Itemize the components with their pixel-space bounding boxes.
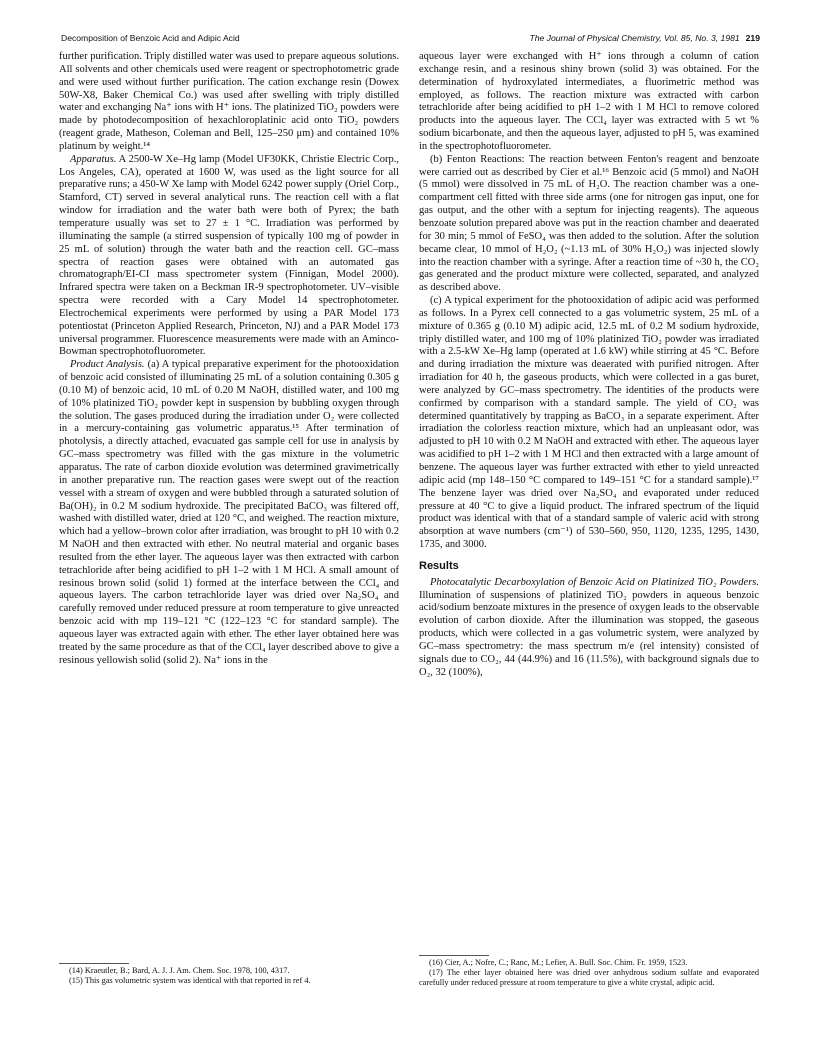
paragraph-results [419, 577, 759, 680]
paragraph-apparatus [59, 154, 399, 360]
apparatus-text: A 2500-W Xe–Hg lamp (Model UF30KK, Christie Electric Corp., Los Angeles, CA), operated at 1600 W, was used as the light source for all preparative runs; a 450-W Xe lamp with Model 6242 power supply (Oriel Corp., Stamford, CT) served in several analytical runs. The reaction cell with a flat window for irradiation and the water bath were both of Pyrex; the bath temperature usually was set to 27 ± 1 °C. Irradiation was performed by illuminating the sample (a stirred suspension of typically 100 mg of powder in 25 mL of solution) through the water bath and the reaction cell. GC–mass spectra of reaction gases were obtained with an automated gas chromatograph/EI-CI mass spectrometer system (Finnigan, Model 2000). Infrared spectra were taken on a Beckman IR-9 spectrophotometer. UV–visible spectra were recorded with a Cary Model 14 spectrophotometer. Electrochemical experiments were performed by using a PAR Model 173 potentiostat (Princeton Applied Research, Princeton, NJ) and a PAR Model 173 universal programmer. Fluorescence measurements were made with an Aminco-Bowman spectrophotofluorometer. [59, 153, 399, 358]
results-lead: Photocatalytic Decarboxylation of Benzoic Acid on Platinized TiO₂ Powders. [430, 576, 759, 588]
footnote-15: (15) This gas volumetric system was identical with that reported in ref 4. [69, 976, 311, 985]
product-analysis-lead: Product Analysis. [70, 359, 145, 371]
results-heading: Results [419, 559, 459, 572]
footnotes-left [59, 966, 399, 986]
header-journal-name: The Journal of Physical Chemistry, Vol. 85, No. 3, 1981 [529, 33, 740, 43]
footnote-rule-right [419, 955, 489, 956]
footnote-16: (16) Cier, A.; Nofre, C.; Ranc, M.; Lefier, A. Bull. Soc. Chim. Fr. 1959, 1523. [429, 958, 688, 967]
footnotes-right [419, 958, 759, 988]
header-left-title: Decomposition of Benzoic Acid and Adipic Acid [61, 33, 240, 43]
paragraph-ion-exchange: aqueous layer were exchanged with H⁺ ions through a column of cation exchange resin, and a resinous shiny brown (solid 3) was obtained. For the determination of hydroxylated intermediates, a fluorimetric method was employed, as follows. The reaction mixture was extracted with carbon tetrachloride after being acidified to pH 1–2 with 1 M HCl to remove colored products into the aqueous layer. The CCl₄ layer was extracted with 5 wt % sodium bicarbonate, and then the aqueous layer, adjusted to pH 5, was examined in the spectrophotofluorometer. [419, 51, 759, 152]
footnote-17: (17) The ether layer obtained here was dried over anhydrous sodium sulfate and evaporated carefully under reduced pressure at room temperature to give a white crystal, adipic acid. [419, 968, 759, 987]
paragraph-materials: further purification. Triply distilled water was used to prepare aqueous solutions. All solvents and other chemicals used were reagent or spectrophotometric grade and were used without further purification. The cation exchange resin (Dowex 50W-X8, Baker Chemical Co.) was used after swelling with triply distilled water and exchanging Na⁺ ions with H⁺ ions. The platinized TiO₂ powders were made by photodecomposition of hexachloroplatinic acid onto TiO₂ powders (reagent grade, Matheson, Coleman and Bell, 125–250 μm) and contained 10% platinum by weight.¹⁴ [59, 51, 399, 152]
paragraph-adipic-acid: (c) A typical experiment for the photooxidation of adipic acid was performed as follows. In a Pyrex cell connected to a gas volumetric system, 25 mL of a mixture of 0.365 g (0.10 M) adipic acid, 12.5 mL of 0.2 M sodium hydroxide, triply distilled water, and 100 mg of 10% platinized TiO₂ powder was irradiated with a 2.5-kW Xe–Hg lamp (operated at 1.6 kW) while stirring at 45 °C. Before and during irradiation the mixture was deaerated with purified nitrogen. After irradiation for 40 h, the gaseous products, which were collected in a gas buret, were analyzed by GC–mass spectrometry. The identities of the products were confirmed by comparison with a standard sample. The yield of CO₂ was determined quantitatively by trapping as BaCO₃ in a separate experiment. After irradiation the colorless reaction mixture, which had an unpleasant odor, was adjusted to pH 10 with 0.2 M NaOH and extracted with ether. The aqueous layer was acidified to pH 1–2 with 1 M HCl and then extracted with a large amount of benzene. The aqueous layer was further extracted with ether to yield unreacted adipic acid (mp 148–150 °C compared to 149–151 °C for a standard sample).¹⁷ The benzene layer was dried over Na₂SO₄ and evaporated under reduced pressure at 40 °C to give a liquid product. The infrared spectrum of the liquid product was identical with that of a standard sample of valeric acid with strong absorption at wave numbers (cm⁻¹) of 530–560, 950, 1120, 1235, 1295, 1430, 1735, and 3000. [419, 295, 759, 551]
left-column [59, 51, 399, 668]
running-header [61, 33, 760, 47]
apparatus-lead: Apparatus. [70, 153, 117, 165]
right-column [419, 51, 759, 680]
header-journal [529, 33, 760, 43]
footnote-rule-left [59, 963, 129, 964]
paragraph-product-analysis [59, 359, 399, 667]
footnote-14: (14) Kraeutler, B.; Bard, A. J. J. Am. Chem. Soc. 1978, 100, 4317. [69, 966, 290, 975]
results-text: Illumination of suspensions of platinized TiO₂ powders in aqueous benzoic acid/sodium benzoate mixtures in the presence of oxygen leads to the observable evolution of carbon dioxide. After the illumination was stopped, the gaseous products, which were collected in a gas volumetric system, were analyzed by GC–mass spectrometry: the mass spectrum m/e (rel intensity) consisted of signals due to CO₂, 44 (44.9%) and 16 (11.5%), with background signals due to O₂, 32 (100%), [419, 589, 759, 678]
page-number: 219 [745, 33, 760, 43]
paragraph-fenton: (b) Fenton Reactions: The reaction between Fenton's reagent and benzoate were carried out as described by Cier et al.¹⁶ Benzoic acid (5 mmol) and NaOH (5 mmol) were dissolved in 75 mL of H₂O. The reaction chamber was a one-compartment cell fitted with three side arms (one for nitrogen gas input, one for gas output, and the other with a septum for injecting reagents). The aqueous benzoate solution prepared above was put in the reaction chamber and deaerated for 30 min; 5 mmol of FeSO₄ was then added to the solution. After the solution became clear, 10 mmol of H₂O₂ (~1.13 mL of 30% H₂O₂) was injected slowly into the reaction chamber with a syringe. After a reaction time of ~30 h, the CO₂ gas generated and the product mixture were collected, separated, and analyzed as described above. [419, 153, 759, 294]
product-analysis-text: (a) A typical preparative experiment for the photooxidation of benzoic acid consisted of illuminating 25 mL of a solution containing 0.305 g (0.10 M) of benzoic acid, 10 mL of 0.20 M NaOH, distilled water, and 100 mg of 10% platinized TiO₂ powder kept in suspension by bubbling oxygen through the solution. The gases produced during the irradiation under O₂ were collected in a mercury-containing gas volumetric apparatus.¹⁵ After termination of photolysis, a directly attached, evacuated gas sample cell for use in analysis by GC–mass spectrometry was filled with the gas mixture in the volumetric apparatus. The rate of carbon dioxide evolution was determined gravimetrically in another preparative run. The reaction gases were swept out of the reaction vessel with a stream of oxygen and were bubbled through a saturated solution of Ba(OH)₂ in 0.2 M sodium hydroxide. The precipitated BaCO₃ was filtered off, washed with distilled water, dried at 120 °C, and weighed. The reaction mixture, which had a yellow–brown color after irradiation, was brought to pH 10 with 0.2 M NaOH and then extracted with ether. No neutral material and organic bases resulted from the ether layer. The aqueous layer was then extracted with carbon tetrachloride after being acidified to pH 1–2 with 1 M HCl. A small amount of resinous brown solid (solid 1) formed at the interface between the CCl₄ and aqueous layers. The carbon tetrachloride layer was dried over Na₂SO₄ and carefully removed under reduced pressure at room temperature to give unreacted benzoic acid with mp 119–121 °C (122–123 °C for standard sample). The aqueous layer was extracted again with ether. The ether layer obtained here was treated by the same procedure as that of the CCl₄ layer described above to give a resinous yellowish solid (solid 2). Na⁺ ions in the [59, 359, 399, 666]
